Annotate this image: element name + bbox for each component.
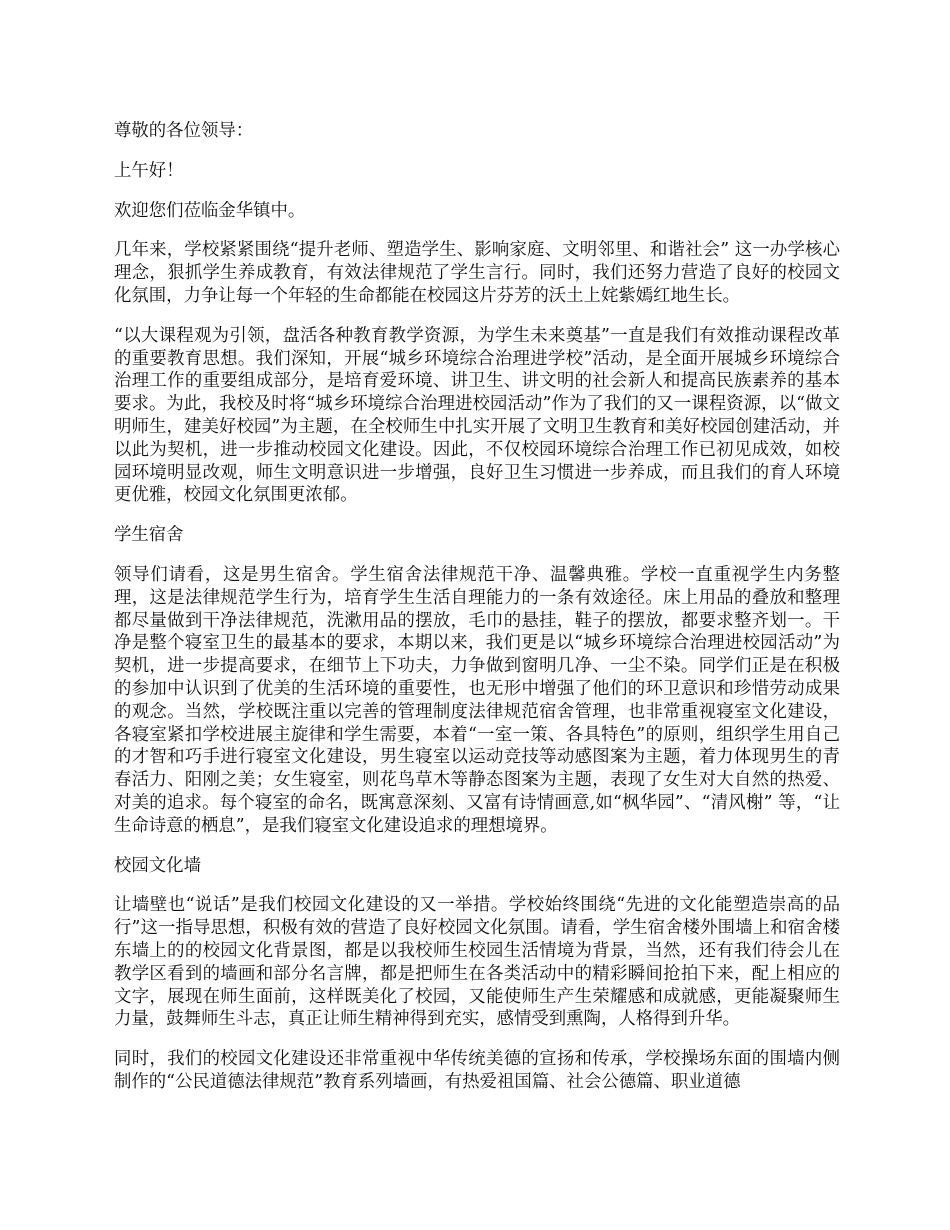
section-heading-dormitory: 学生宿舍 bbox=[114, 525, 184, 546]
paragraph-traditional-virtues: 同时，我们的校园文化建设还非常重视中华传统美德的宣扬和传承，学校操场东面的围墙内侧制作的“公民道德法律规范”教育系列墙画，有热爱祖国篇、社会公德篇、职业道德 bbox=[114, 1049, 840, 1092]
greeting: 上午好！ bbox=[114, 160, 184, 181]
paragraph-dormitory: 领导们请看，这是男生宿舍。学生宿舍法律规范干净、温馨典雅。学校一直重视学生内务整理，这是法律规范学生行为，培育学生生活自理能力的一条有效途径。床上用品的叠放和整理都尽量做到干净法律规范，洗漱用品的摆放，毛巾的悬挂，鞋子的摆放，都要求整齐划一。干净是整个寝室卫生的最基本的要求，本期以来，我们更是以“城乡环境综合治理进校园活动”为契机，进一步提高要求，在细节上下功夫，力争做到窗明几净、一尘不染。同学们正是在积极的参加中认识到了优美的生活环境的重要性，也无形中增强了他们的环卫意识和珍惜劳动成果的观念。当然，学校既注重以完善的管理制度法律规范宿舍管理，也非常重视寝室文化建设，各寝室紧扣学校进展主旋律和学生需要，本着“一室一策、各具特色”的原则，组织学生用自己的才智和巧手进行寝室文化建设，男生寝室以运动竞技等动感图案为主题，着力体现男生的青春活力、阳刚之美；女生寝室，则花鸟草木等静态图案为主题，表现了女生对大自然的热爱、对美的追求。每个寝室的命名，既寓意深刻、又富有诗情画意,如“枫华园”、“清风榭” 等，“让生命诗意的栖息”，是我们寝室文化建设追求的理想境界。 bbox=[114, 564, 840, 836]
salutation: 尊敬的各位领导： bbox=[114, 121, 254, 141]
welcome-line: 欢迎您们莅临金华镇中。 bbox=[114, 200, 306, 221]
document-page bbox=[114, 120, 840, 1111]
paragraph-culture-wall: 让墙壁也“说话”是我们校园文化建设的又一举措。学校始终围绕“先进的文化能塑造崇高的品行”这一指导思想，积极有效的营造了良好校园文化氛围。请看，学生宿舍楼外围墙上和宿舍楼东墙上的的校园文化背景图，都是以我校师生校园生活情境为背景，当然，还有我们待会儿在教学区看到的墙画和部分名言牌，都是把师生在各类活动中的精彩瞬间抢拍下来，配上相应的文字，展现在师生面前，这样既美化了校园，又能使师生产生荣耀感和成就感，更能凝聚师生力量，鼓舞师生斗志，真正让师生精神得到充实，感情受到熏陶，人格得到升华。 bbox=[114, 895, 840, 1030]
paragraph-school-philosophy: 几年来，学校紧紧围绕“提升老师、塑造学生、影响家庭、文明邻里、和谐社会” 这一办学核心理念，狠抓学生养成教育，有效法律规范了学生言行。同时，我们还努力营造了良好的校园文化氛围，力争让每一个年轻的生命都能在校园这片芬芳的沃土上姹紫嫣红地生长。 bbox=[114, 240, 840, 306]
paragraph-curriculum: “以大课程观为引领，盘活各种教育教学资源，为学生未来奠基”一直是我们有效推动课程改革的重要教育思想。我们深知，开展“城乡环境综合治理进学校”活动，是全面开展城乡环境综合治理工作的重要组成部分，是培育爱环境、讲卫生、讲文明的社会新人和提高民族素养的基本要求。为此，我校及时将“城乡环境综合治理进校园活动”作为了我们的又一课程资源，以“做文明师生，建美好校园”为主题，在全校师生中扎实开展了文明卫生教育和美好校园创建活动，并以此为契机，进一步推动校园文化建设。因此，不仅校园环境综合治理工作已初见成效，如校园环境明显改观，师生文明意识进一步增强，良好卫生习惯进一步养成，而且我们的育人环境更优雅，校园文化氛围更浓郁。 bbox=[114, 325, 840, 506]
section-heading-culture-wall: 校园文化墙 bbox=[114, 855, 201, 876]
